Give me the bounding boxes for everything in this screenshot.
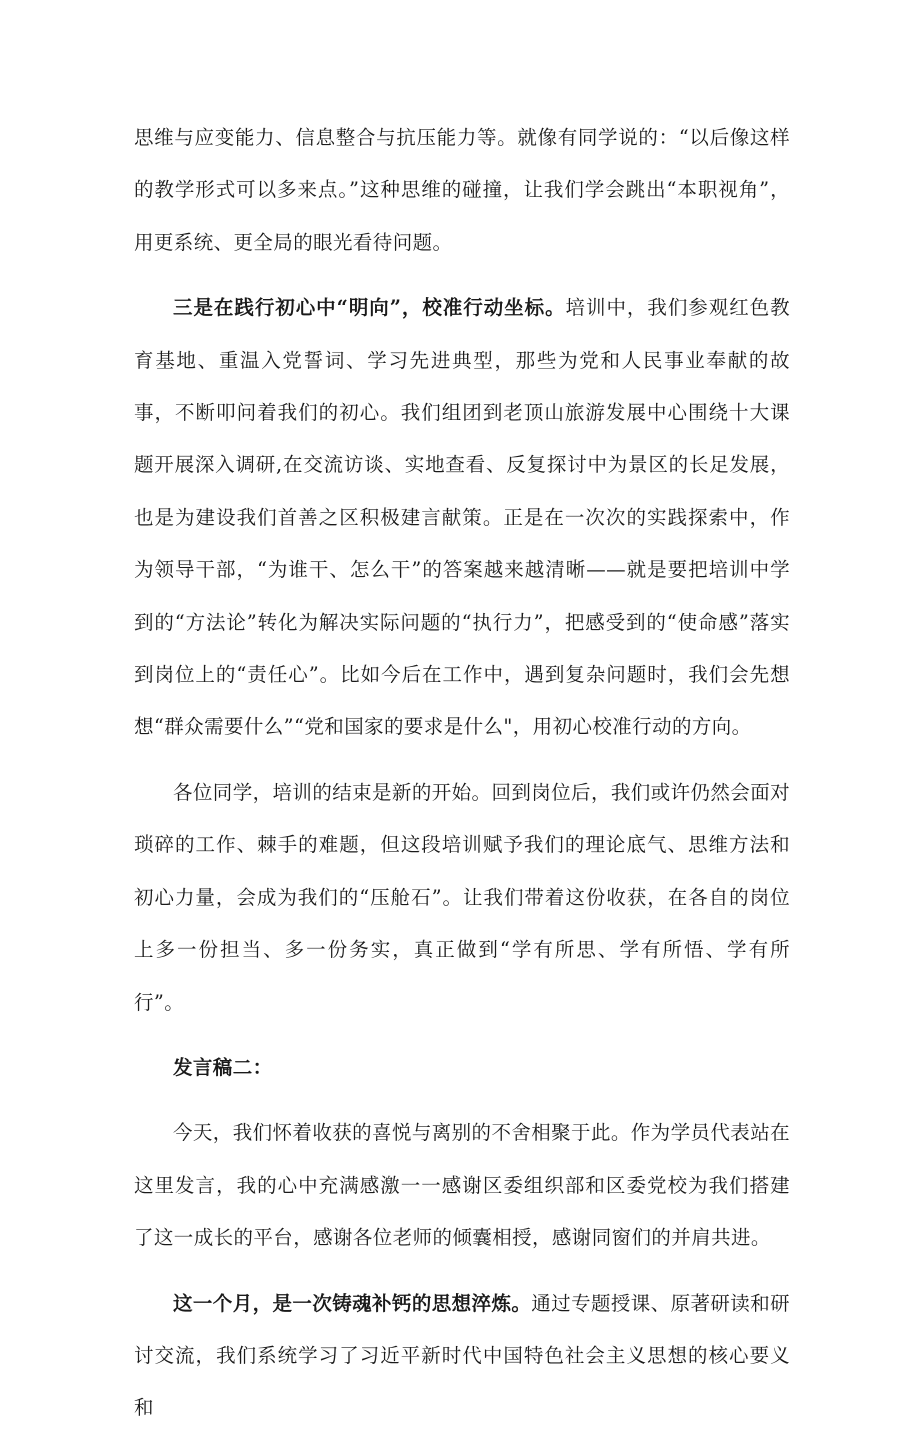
paragraph-continuation xyxy=(134,112,790,269)
paragraph-month xyxy=(134,1278,790,1435)
paragraph-text: 培训中，我们参观红色教育基地、重温入党誓词、学习先进典型，那些为党和人民事业奉献的故事，不断叩问着我们的初心。我们组团到老顶山旅游发展中心围绕十大课题开展深入调研,在交流访谈、实地查看、反复探讨中为景区的长足发展，也是为建设我们首善之区积极建言献策。正是在一次次的实践探索中，作为领导干部，“为谁干、怎么干”的答案越来越清晰——就是要把培训中学到的“方法论”转化为解决实际问题的“执行力”，把感受到的“使命感”落实到岗位上的“责任心”。比如今后在工作中，遇到复杂问题时，我们会先想想“群众需要什么”“党和国家的要求是什么"，用初心校准行动的方向。 xyxy=(134,296,790,739)
section-heading xyxy=(134,1042,790,1094)
paragraph-closing xyxy=(134,767,790,1029)
paragraph-lead-bold: 三是在践行初心中“明向”，校准行动坐标。 xyxy=(173,296,566,320)
paragraph-text: 各位同学，培训的结束是新的开始。回到岗位后，我们或许仍然会面对琐碎的工作、棘手的难题，但这段培训赋予我们的理论底气、思维方法和初心力量，会成为我们的“压舱石”。让我们带着这份收获，在各自的岗位上多一份担当、多一份务实，真正做到“学有所思、学有所悟、学有所行”。 xyxy=(134,780,790,1014)
paragraph-lead-bold: 这一个月，是一次铸魂补钙的思想淬炼。 xyxy=(173,1291,532,1315)
paragraph-text: 通过专题授课、原著研读和研讨交流，我们系统学习了习近平新时代中国特色社会主义思想的核心要义和 xyxy=(134,1291,791,1420)
paragraph-three-shi xyxy=(134,282,790,754)
paragraph-text: 思维与应变能力、信息整合与抗压能力等。就像有同学说的：“以后像这样的教学形式可以多来点。”这种思维的碰撞，让我们学会跳出“本职视角”，用更系统、更全局的眼光看待问题。 xyxy=(134,126,790,254)
heading-text: 发言稿二： xyxy=(173,1055,273,1079)
document-body xyxy=(134,112,790,1448)
paragraph-opening xyxy=(134,1107,790,1264)
paragraph-text: 今天，我们怀着收获的喜悦与离别的不舍相聚于此。作为学员代表站在这里发言，我的心中充满感激一一感谢区委组织部和区委党校为我们搭建了这一成长的平台，感谢各位老师的倾囊相授，感谢同窗们的并肩共进。 xyxy=(134,1121,790,1250)
